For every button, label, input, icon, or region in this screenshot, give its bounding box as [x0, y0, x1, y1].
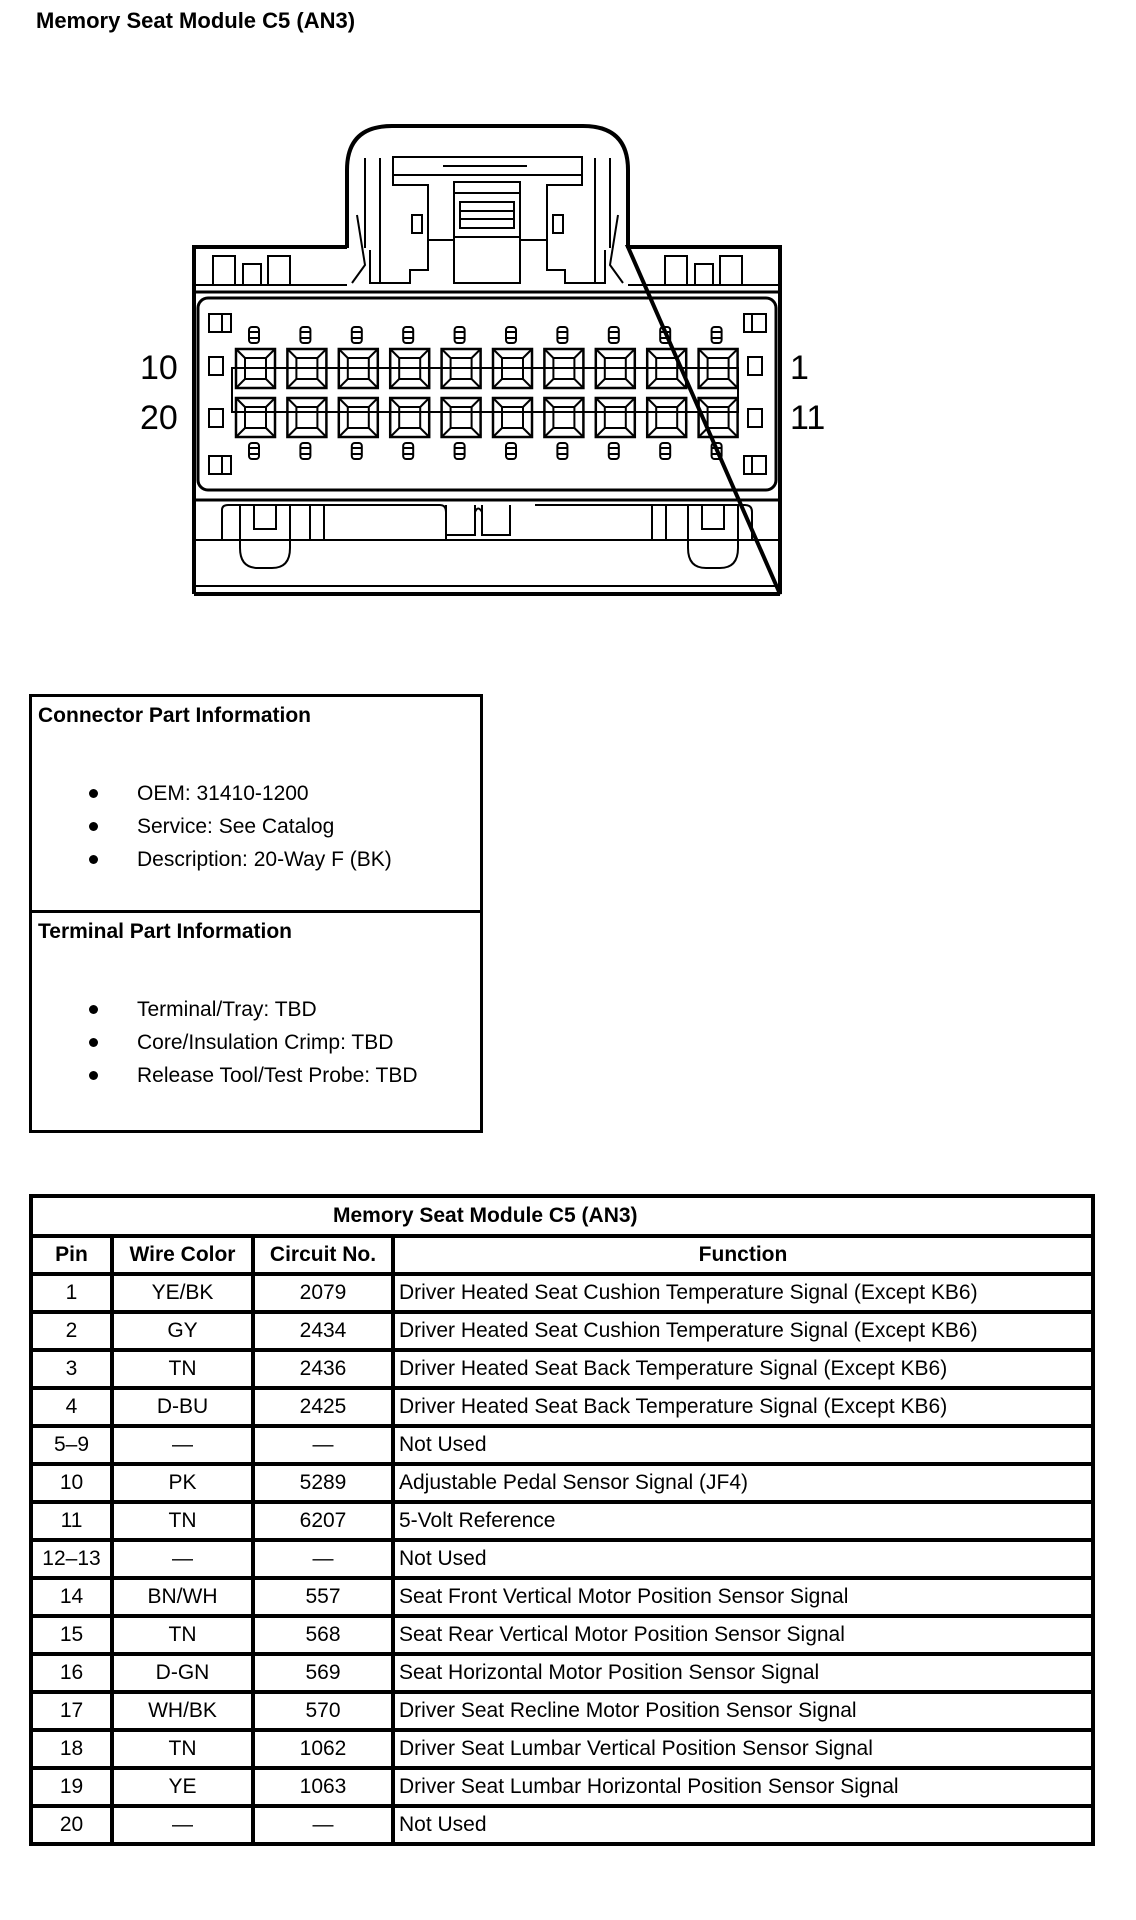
terminal-latch-mark	[712, 327, 722, 343]
connector-part-heading: Connector Part Information	[38, 704, 312, 727]
function-cell: Driver Heated Seat Back Temperature Signal (Except KB6)	[393, 1350, 1093, 1388]
circuit-cell: 5289	[253, 1464, 393, 1502]
function-cell: Seat Rear Vertical Motor Position Sensor Signal	[393, 1616, 1093, 1654]
pin-cell: 5–9	[31, 1426, 112, 1464]
terminal-cavity	[287, 398, 326, 437]
function-cell: Not Used	[393, 1426, 1093, 1464]
wire-color-cell: —	[112, 1540, 253, 1578]
table-row	[31, 1502, 1093, 1540]
column-header-pin: Pin	[31, 1236, 112, 1274]
circuit-cell: —	[253, 1806, 393, 1844]
pin-label-1: 1	[790, 349, 809, 387]
function-cell: Driver Heated Seat Back Temperature Signal (Except KB6)	[393, 1388, 1093, 1426]
pin-cell: 14	[31, 1578, 112, 1616]
terminal-cavity	[339, 398, 378, 437]
terminal-cavity	[236, 398, 275, 437]
wire-color-cell: TN	[112, 1350, 253, 1388]
page-title: Memory Seat Module C5 (AN3)	[36, 8, 356, 33]
table-row	[31, 1692, 1093, 1730]
function-cell: Seat Horizontal Motor Position Sensor Signal	[393, 1654, 1093, 1692]
circuit-cell: 2079	[253, 1274, 393, 1312]
table-row	[31, 1806, 1093, 1844]
terminal-cavity	[493, 398, 532, 437]
pin-cell: 10	[31, 1464, 112, 1502]
list-item: Terminal/Tray: TBD	[32, 993, 418, 1026]
circuit-cell: 569	[253, 1654, 393, 1692]
table-row	[31, 1540, 1093, 1578]
pin-label-11: 11	[790, 399, 826, 437]
terminal-latch-mark	[300, 327, 310, 343]
terminal-part-list	[32, 993, 418, 1092]
terminal-latch-mark	[249, 443, 259, 459]
terminal-cavity	[647, 398, 686, 437]
terminal-latch-mark	[455, 327, 465, 343]
column-header-wire-color: Wire Color	[112, 1236, 253, 1274]
function-cell: Driver Heated Seat Cushion Temperature Signal (Except KB6)	[393, 1274, 1093, 1312]
connector-face-diagram	[0, 0, 1136, 620]
connector-part-information	[32, 697, 480, 913]
pin-cell: 16	[31, 1654, 112, 1692]
circuit-cell: 568	[253, 1616, 393, 1654]
table-row	[31, 1768, 1093, 1806]
wire-color-cell: GY	[112, 1312, 253, 1350]
table-row	[31, 1312, 1093, 1350]
wire-color-cell: PK	[112, 1464, 253, 1502]
wire-color-cell: D-GN	[112, 1654, 253, 1692]
pin-cell: 11	[31, 1502, 112, 1540]
function-cell: Driver Heated Seat Cushion Temperature Signal (Except KB6)	[393, 1312, 1093, 1350]
table-row	[31, 1616, 1093, 1654]
terminal-cavity	[442, 398, 481, 437]
terminal-part-information	[32, 913, 480, 1130]
terminal-latch-mark	[660, 443, 670, 459]
circuit-cell: 6207	[253, 1502, 393, 1540]
function-cell: Not Used	[393, 1806, 1093, 1844]
column-header-circuit-no: Circuit No.	[253, 1236, 393, 1274]
table-title-row	[31, 1196, 1093, 1236]
function-cell: Driver Seat Recline Motor Position Sensor Signal	[393, 1692, 1093, 1730]
wire-color-cell: WH/BK	[112, 1692, 253, 1730]
pin-cell: 2	[31, 1312, 112, 1350]
pin-cell: 18	[31, 1730, 112, 1768]
table-row	[31, 1388, 1093, 1426]
wire-color-cell: YE	[112, 1768, 253, 1806]
bullet-icon	[89, 789, 98, 798]
bullet-icon	[89, 822, 98, 831]
table-row	[31, 1464, 1093, 1502]
circuit-cell: 1062	[253, 1730, 393, 1768]
circuit-cell: 1063	[253, 1768, 393, 1806]
list-item: OEM: 31410-1200	[32, 777, 392, 810]
list-item: Release Tool/Test Probe: TBD	[32, 1059, 418, 1092]
table-row	[31, 1578, 1093, 1616]
wire-color-cell: TN	[112, 1730, 253, 1768]
bullet-icon	[89, 855, 98, 864]
table-title: Memory Seat Module C5 (AN3)	[31, 1196, 1093, 1236]
terminal-latch-mark	[249, 327, 259, 343]
pin-cell: 19	[31, 1768, 112, 1806]
terminal-latch-mark	[455, 443, 465, 459]
function-cell: Seat Front Vertical Motor Position Sensor Signal	[393, 1578, 1093, 1616]
pin-cell: 20	[31, 1806, 112, 1844]
wire-color-cell: YE/BK	[112, 1274, 253, 1312]
terminal-cavity	[596, 398, 635, 437]
circuit-cell: 557	[253, 1578, 393, 1616]
wire-color-cell: D-BU	[112, 1388, 253, 1426]
pin-cell: 1	[31, 1274, 112, 1312]
terminal-latch-mark	[352, 327, 362, 343]
wire-color-cell: BN/WH	[112, 1578, 253, 1616]
circuit-cell: 2434	[253, 1312, 393, 1350]
circuit-cell: 2425	[253, 1388, 393, 1426]
pin-label-20: 20	[140, 399, 178, 437]
terminal-cavity	[544, 398, 583, 437]
circuit-cell: 570	[253, 1692, 393, 1730]
list-item: Core/Insulation Crimp: TBD	[32, 1026, 418, 1059]
bullet-icon	[89, 1038, 98, 1047]
wire-color-cell: —	[112, 1806, 253, 1844]
wire-color-cell: TN	[112, 1502, 253, 1540]
pin-cell: 15	[31, 1616, 112, 1654]
pin-cell: 3	[31, 1350, 112, 1388]
terminal-latch-mark	[609, 443, 619, 459]
function-cell: Not Used	[393, 1540, 1093, 1578]
terminal-latch-mark	[403, 443, 413, 459]
terminal-latch-mark	[609, 327, 619, 343]
table-body	[31, 1274, 1093, 1844]
terminal-latch-mark	[352, 443, 362, 459]
pinout-table	[29, 1194, 1095, 1846]
wire-color-cell: TN	[112, 1616, 253, 1654]
function-cell: Driver Seat Lumbar Horizontal Position Sensor Signal	[393, 1768, 1093, 1806]
terminal-latch-mark	[403, 327, 413, 343]
terminal-latch-mark	[506, 443, 516, 459]
pin-cell: 4	[31, 1388, 112, 1426]
table-row	[31, 1654, 1093, 1692]
pin-cell: 17	[31, 1692, 112, 1730]
table-row	[31, 1426, 1093, 1464]
circuit-cell: 2436	[253, 1350, 393, 1388]
table-row	[31, 1730, 1093, 1768]
circuit-cell: —	[253, 1426, 393, 1464]
list-item: Service: See Catalog	[32, 810, 392, 843]
terminal-part-heading: Terminal Part Information	[38, 920, 292, 943]
wire-color-cell: —	[112, 1426, 253, 1464]
table-header-row	[31, 1236, 1093, 1274]
bullet-icon	[89, 1071, 98, 1080]
column-header-function: Function	[393, 1236, 1093, 1274]
terminal-latch-mark	[506, 327, 516, 343]
function-cell: Driver Seat Lumbar Vertical Position Sensor Signal	[393, 1730, 1093, 1768]
part-information-box	[29, 694, 483, 1133]
pin-label-10: 10	[140, 349, 178, 387]
terminal-latch-mark	[300, 443, 310, 459]
connector-part-list	[32, 777, 392, 876]
bullet-icon	[89, 1005, 98, 1014]
function-cell: 5-Volt Reference	[393, 1502, 1093, 1540]
pin-cell: 12–13	[31, 1540, 112, 1578]
terminal-latch-mark	[557, 327, 567, 343]
terminal-cavity	[390, 398, 429, 437]
table-row	[31, 1274, 1093, 1312]
circuit-cell: —	[253, 1540, 393, 1578]
function-cell: Adjustable Pedal Sensor Signal (JF4)	[393, 1464, 1093, 1502]
table-row	[31, 1350, 1093, 1388]
terminal-latch-mark	[557, 443, 567, 459]
list-item: Description: 20-Way F (BK)	[32, 843, 392, 876]
